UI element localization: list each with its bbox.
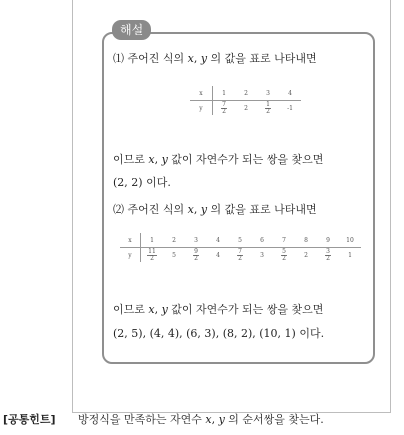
table2-x-cell: 6 (251, 233, 273, 248)
value-table-2 (120, 233, 361, 262)
solution-tag: 해설 (112, 20, 151, 40)
part1-intro: ⑴ 주어진 식의 x, y 의 값을 표로 나타내면 (113, 52, 317, 65)
table1-x-label: x (190, 86, 213, 101)
frame-left-border (72, 0, 73, 412)
table1-x-cell: 3 (257, 86, 279, 101)
table2-x-label: x (120, 233, 141, 248)
table2-x-cell: 10 (339, 233, 361, 248)
table1-y-cell: -1 (287, 104, 293, 112)
table2-x-cell: 3 (185, 233, 207, 248)
hint-text: 방정식을 만족하는 자연수 x, y 의 순서쌍을 찾는다. (78, 413, 324, 426)
table2-y-cell: $\frac{5}{2}$ (282, 247, 286, 262)
part2-intro: ⑵ 주어진 식의 x, y 의 값을 표로 나타내면 (113, 203, 317, 216)
table2-y-cell: 5 (172, 251, 176, 259)
table2-x-cell: 8 (295, 233, 317, 248)
table2-x-cell: 4 (207, 233, 229, 248)
table2-y-cell: 4 (216, 251, 220, 259)
table1-x-cell: 4 (279, 86, 301, 101)
part2-conclusion-line1: 이므로 x, y 값이 자연수가 되는 쌍을 찾으면 (113, 303, 324, 316)
table2-y-cell: 3 (260, 251, 264, 259)
part2-conclusion-line2: (2, 5), (4, 4), (6, 3), (8, 2), (10, 1) 이다. (113, 327, 325, 340)
part1-conclusion-line1: 이므로 x, y 값이 자연수가 되는 쌍을 찾으면 (113, 153, 324, 166)
table2-y-cell: $\frac{11}{2}$ (148, 247, 156, 262)
table1-y-cell: $\frac{1}{2}$ (266, 100, 270, 115)
table2-y-cell: $\frac{9}{2}$ (194, 247, 198, 262)
table2-y-cell: $\frac{7}{2}$ (238, 247, 242, 262)
part1-conclusion-line2: (2, 2) 이다. (113, 176, 171, 189)
value-table-1 (190, 86, 301, 115)
table2-x-cell: 5 (229, 233, 251, 248)
table1-x-cell: 1 (213, 86, 236, 101)
table2-y-cell: $\frac{3}{2}$ (326, 247, 330, 262)
table2-y-cell: 1 (348, 251, 352, 259)
table1-x-cell: 2 (235, 86, 257, 101)
table1-y-cell: $\frac{7}{2}$ (222, 100, 226, 115)
hint-label: [공통힌트] (3, 413, 56, 426)
frame-right-border (390, 0, 391, 412)
table2-x-cell: 9 (317, 233, 339, 248)
table2-y-cell: 2 (304, 251, 308, 259)
table2-x-cell: 7 (273, 233, 295, 248)
table2-x-cell: 2 (163, 233, 185, 248)
table2-y-label: y (120, 248, 141, 263)
table1-y-cell: 2 (244, 104, 248, 112)
table2-x-cell: 1 (141, 233, 164, 248)
table1-y-label: y (190, 101, 213, 116)
